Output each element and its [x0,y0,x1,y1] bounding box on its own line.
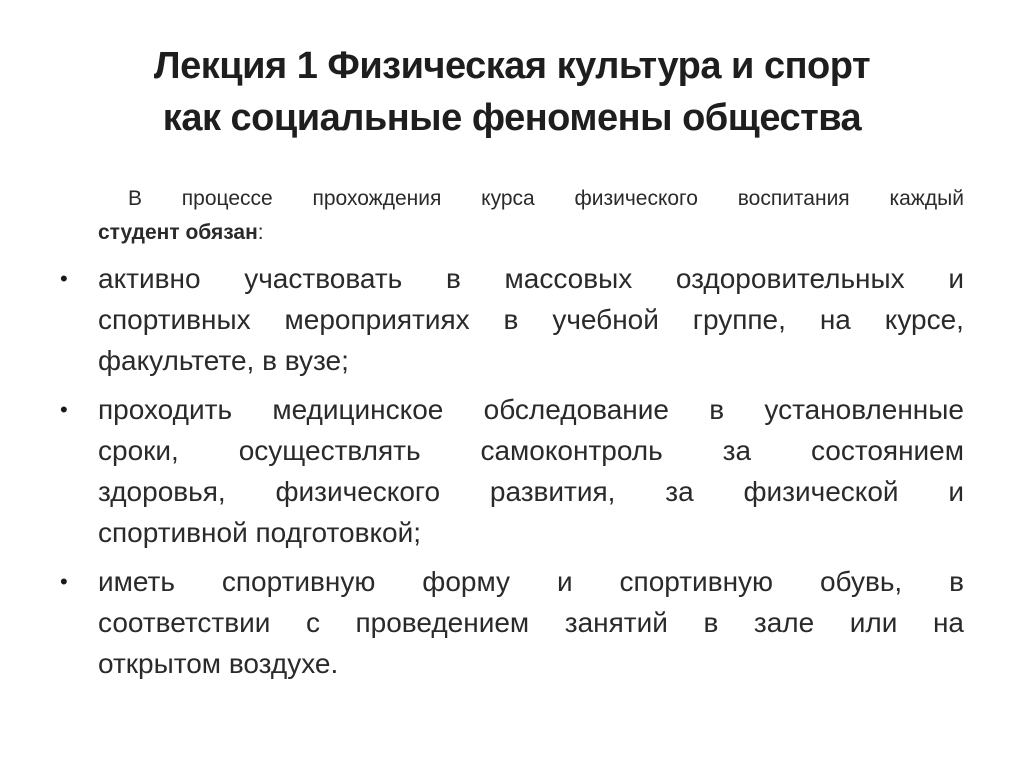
word: физического [275,476,441,507]
word: активно [98,263,201,294]
word: учебной [552,304,659,335]
word: с [305,607,320,638]
word: медицинское [272,394,444,425]
intro-word: прохождения [312,187,442,210]
bullet-line [98,299,964,340]
bullet-line [98,561,964,602]
word: проведением [355,607,530,638]
word: в [949,566,964,597]
word: за [665,476,694,507]
bullet-line: открытом воздухе. [98,648,339,679]
word: спортивную [619,566,774,597]
slide-title-line-2: как социальные феномены общества [162,97,862,139]
bullet-icon: • [60,397,68,422]
word: соответствии [98,607,271,638]
bullet-line [98,602,964,643]
word: обувь, [819,566,903,597]
bullet-line: факультете, в вузе; [98,345,349,376]
word: и [556,566,573,597]
intro-paragraph [98,182,964,250]
word: в [709,394,725,425]
slide-title-line-1: Лекция 1 Физическая культура и спорт [153,45,871,87]
word: спортивных [98,304,251,335]
word: в [503,304,519,335]
word: занятий [564,607,668,638]
word: за [722,435,752,466]
word: зале [753,607,815,638]
bullet-line [98,389,964,430]
slide-title [60,40,964,144]
word: сроки, [98,435,179,466]
bullet-item-3 [60,561,964,684]
word: курсе, [884,304,964,335]
bullet-line [98,258,964,299]
word: самоконтроль [480,435,663,466]
intro-word: курса [481,187,535,210]
word: проходить [98,394,233,425]
word: спортивную [221,566,376,597]
bullet-icon: • [60,569,68,594]
intro-colon: : [257,221,264,244]
word: оздоровительных [675,263,905,294]
word: на [819,304,851,335]
word: форму [422,566,511,597]
word: мероприятиях [284,304,470,335]
bullet-item-1 [60,258,964,381]
intro-word: процессе [181,187,273,210]
intro-word: В [128,187,143,210]
word: и [948,476,964,507]
word: группе, [692,304,786,335]
word: развития, [489,476,616,507]
intro-line-2 [98,216,964,250]
intro-line-1 [98,182,964,216]
bullet-line [98,430,964,471]
intro-word: физического [574,187,698,210]
word: в [445,263,461,294]
word: на [932,607,964,638]
word: установленные [764,394,964,425]
word: в [703,607,719,638]
bullet-item-2 [60,389,964,553]
bullet-line: спортивной подготовкой; [98,517,422,548]
word: участвовать [244,263,403,294]
intro-word: воспитания [737,187,850,210]
bullet-list [0,258,1024,692]
word: иметь [98,566,175,597]
word: обследование [483,394,669,425]
word: и [948,263,964,294]
bullet-line [98,471,964,512]
word: или [849,607,898,638]
word: физической [743,476,899,507]
word: здоровья, [98,476,226,507]
intro-word: каждый [889,187,964,210]
bullet-icon: • [60,266,68,291]
word: состоянием [810,435,964,466]
word: массовых [504,263,633,294]
word: осуществлять [238,435,421,466]
intro-bold-text: студент обязан [98,221,258,244]
